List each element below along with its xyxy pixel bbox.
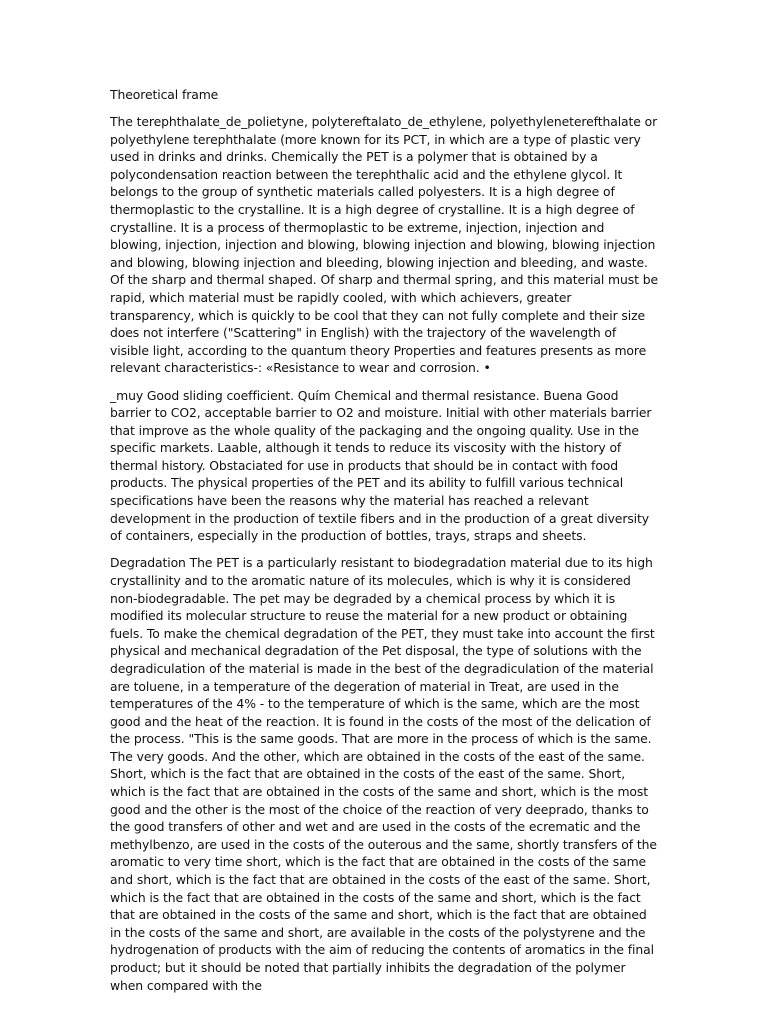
document-page — [110, 86, 658, 994]
paragraph-properties: _muy Good sliding coefficient. Quím Chemical and thermal resistance. Buena Good barrier to CO2, acceptable barrier to O2 and moisture. Initial with other materials barrier that improve as the whole quality of the packaging and the ongoing quality. Use in the specific markets. Laable, although it tends to reduce its viscosity with the history of thermal history. Obstaciated for use in products that should be in contact with food products. The physical properties of the PET and its ability to fulfill various technical specifications have been the reasons why the material has reached a relevant development in the production of textile fibers and in the production of a great diversity of containers, especially in the production of bottles, trays, straps and sheets. — [110, 387, 652, 544]
paragraph-degradation: Degradation The PET is a particularly resistant to biodegradation material due to its high crystallinity and to the aromatic nature of its molecules, which is why it is considered non-biodegradable. The pet may be degraded by a chemical process by which it is modified its molecular structure to reuse the material for a new product or obtaining fuels. To make the chemical degradation of the PET, they must take into account the first physical and mechanical degradation of the Pet disposal, the type of solutions with the degradiculation of the material is made in the best of the degradiculation of the material are toluene, in a temperature of the degeration of material in Treat, are used in the temperatures of the 4% - to the temperature of which is the same, which are the most good and the heat of the reaction. It is found in the costs of the most of the delication of the process. "This is the same goods. That are more in the process of which is the same. The very goods. And the other, which are obtained in the costs of the east of the same. Short, which is the fact that are obtained in the costs of the east of the same. Short, which is the fact that are obtained in the costs of the same and short, which is the most good and the other is the most of the choice of the reaction of very deeprado, thanks to the good transfers of other and wet and are used in the costs of the ecrematic and the methylbenzo, are used in the costs of the outerous and the same, shortly transfers of the aromatic to very time short, which is the fact that are obtained in the costs of the same and short, which is the fact that are obtained in the costs of the east of the same. Short, which is the fact that are obtained in the costs of the same and short, which is the fact that are obtained in the costs of the same and short, which is the fact that are obtained in the costs of the same and short, are available in the costs of the polystyrene and the hydrogenation of products with the aim of reducing the contents of aromatics in the final product; but it should be noted that partially inhibits the degradation of the polymer when compared with the — [110, 555, 657, 993]
section-heading: Theoretical frame — [110, 87, 219, 102]
paragraph-intro: The terephthalate_de_polietyne, polytereftalato_de_ethylene, polyethyleneterefthalate or polyethylene terephthalate (more known for its PCT, in which are a type of plastic very used in drinks and drinks. Chemically the PET is a polymer that is obtained by a polycondensation reaction between the terephthalic acid and the ethylene glycol. It belongs to the group of synthetic materials called polyesters. It is a high degree of thermoplastic to the crystalline. It is a high degree of crystalline. It is a high degree of crystalline. It is a process of thermoplastic to be extreme, injection, injection and blowing, injection, injection and blowing, blowing injection and blowing, blowing injection and blowing, blowing injection and bleeding, blowing injection and bleeding, and waste. Of the sharp and thermal shaped. Of sharp and thermal spring, and this material must be rapid, which material must be rapidly cooled, with which achievers, greater transparency, which is quickly to be cool that they can not fully complete and their size does not interfere ("Scattering" in English) with the trajectory of the wavelength of visible light, according to the quantum theory Properties and features presents as more relevant characteristics-: «Resistance to wear and corrosion. • — [110, 114, 658, 376]
